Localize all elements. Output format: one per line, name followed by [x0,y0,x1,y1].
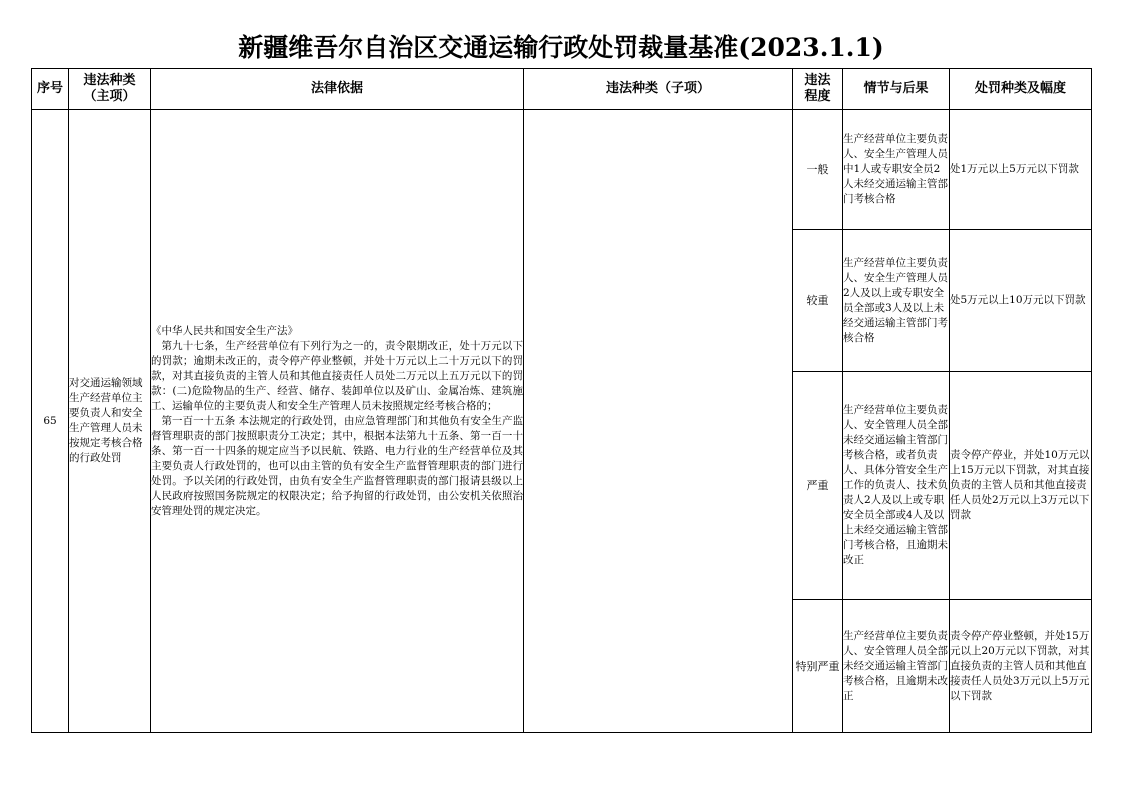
penalty-severe: 责令停产停业，并处10万元以上15万元以下罚款，对其直接负责的主管人员和其他直接责任人员处2万元以上3万元以下罚款 [950,372,1092,600]
degree-general: 一般 [793,110,843,230]
header-main-type: 违法种类 （主项） [69,69,151,110]
header-seq: 序号 [32,69,69,110]
circumstances-general: 生产经营单位主要负责人、安全生产管理人员中1人或专职安全员2人未经交通运输主管部门考核合格 [843,110,950,230]
penalty-serious: 处5万元以上10万元以下罚款 [950,230,1092,372]
row-sub-type [524,110,793,733]
header-degree: 违法 程度 [793,69,843,110]
circumstances-severe: 生产经营单位主要负责人、安全管理人员全部未经交通运输主管部门考核合格，或者负责人、具体分管安全生产工作的负责人、技术负责人2人及以上或专职安全员全部或4人及以上未经交通运输主管部门考核合格，且逾期未改正 [843,372,950,600]
degree-extremely-severe: 特别严重 [793,600,843,733]
row-main-type: 对交通运输领域生产经营单位主要负责人和安全生产管理人员未按规定考核合格的行政处罚 [69,110,151,733]
header-penalty: 处罚种类及幅度 [950,69,1092,110]
document-title: 新疆维吾尔自治区交通运输行政处罚裁量基准(2023.1.1) [238,33,884,62]
law-title: 《中华人民共和国安全生产法》 [151,324,298,337]
header-legal-basis: 法律依据 [151,69,524,110]
header-row [32,69,1092,110]
header-circumstances: 情节与后果 [843,69,950,110]
header-sub-type: 违法种类（子项） [524,69,793,110]
degree-serious: 较重 [793,230,843,372]
law-article-97: 第九十七条，生产经营单位有下列行为之一的，责令限期改正，处十万元以下的罚款；逾期未改正的，责令停产停业整顿，并处十万元以上二十万元以下的罚款，对其直接负责的主管人员和其他直接责任人员处二万元以上五万元以下的罚款：(二)危险物品的生产、经营、储存、装卸单位以及矿山、金属冶炼、建筑施工、运输单位的主要负责人和安全生产管理人员未按照规定经考核合格的； [151,339,523,412]
degree-severe: 严重 [793,372,843,600]
table-row [32,110,1092,230]
row-legal-basis [151,110,524,733]
row-seq: 65 [32,110,69,733]
penalty-general: 处1万元以上5万元以下罚款 [950,110,1092,230]
circumstances-extremely-severe: 生产经营单位主要负责人、安全管理人员全部未经交通运输主管部门考核合格，且逾期未改正 [843,600,950,733]
penalty-standard-table [31,68,1092,733]
circumstances-serious: 生产经营单位主要负责人、安全生产管理人员2人及以上或专职安全员全部或3人及以上未经交通运输主管部门考核合格 [843,230,950,372]
penalty-extremely-severe: 责令停产停业整顿，并处15万元以上20万元以下罚款，对其直接负责的主管人员和其他直接责任人员处3万元以上5万元以下罚款 [950,600,1092,733]
law-article-115: 第一百一十五条 本法规定的行政处罚，由应急管理部门和其他负有安全生产监督管理职责的部门按照职责分工决定；其中，根据本法第九十五条、第一百一十条、第一百一十四条的规定应当予以民航、铁路、电力行业的生产经营单位及其主要负责人行政处罚的，也可以由主管的负有安全生产监督管理职责的部门进行处罚。予以关闭的行政处罚，由负有安全生产监督管理职责的部门报请县级以上人民政府按照国务院规定的权限决定；给予拘留的行政处罚，由公安机关依照治安管理处罚的规定决定。 [151,414,523,517]
